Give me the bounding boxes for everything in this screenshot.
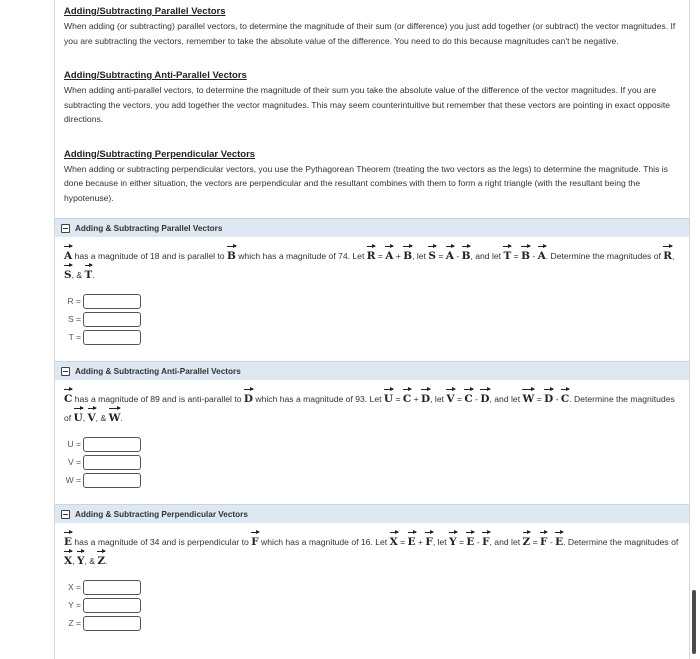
vector-a: A [385,245,393,264]
text: , and let [470,251,502,261]
answer-input-u[interactable] [83,437,141,452]
vector-c: C [403,388,411,407]
text: has a magnitude of 89 and is anti-parallel to [74,394,242,404]
problem-text [64,388,681,426]
text: = [532,537,538,547]
text: = [458,537,464,547]
text: , [95,413,99,423]
vector-r: R [367,245,376,264]
vector-f: F [425,531,432,550]
vector-a: A [538,245,546,264]
answer-row-t [64,329,681,345]
vector-e: E [408,531,416,550]
intro-block-antiparallel [64,70,681,127]
vector-e: E [466,531,474,550]
text: & [100,413,107,423]
vector-e: E [64,531,72,550]
vector-y: Y [449,531,457,550]
answer-label: R = [67,296,81,306]
text: . Determine the magnitudes of [563,537,679,547]
intro-title: Adding/Subtracting Parallel Vectors [64,6,226,17]
intro-text: When adding anti-parallel vectors, to determine the magnitude of their sum you take the absolute value of the difference of the vector magnitudes. If you are subtracting the vectors, you add together the vector magnitudes. This may seem counterintuitive but remember that these vectors are pointing in exact opposite directions. [64,85,671,124]
section-perpendicular [55,504,689,631]
text: = [395,394,401,404]
answer-row-u [64,436,681,452]
text: = [438,251,444,261]
answer-input-s[interactable] [83,312,141,327]
vector-z: Z [523,531,531,550]
problem-perpendicular [55,523,689,631]
problem-antiparallel [55,380,689,504]
answer-label: W = [65,475,81,485]
answer-input-r[interactable] [83,294,141,309]
problem-text [64,245,681,283]
answer-group [64,579,681,631]
vector-t: T [85,264,93,283]
text: = [400,537,406,547]
answer-input-y[interactable] [83,598,141,613]
content-frame [54,0,690,659]
answer-label: Z = [68,618,81,628]
text: , [71,270,74,280]
text: , let [430,394,445,404]
vector-y: Y [77,550,85,569]
text: - [555,394,559,404]
intro-text: When adding (or subtracting) parallel vectors, to determine the magnitude of their sum (or difference) you just add together (or subtract) the vector magnitudes. If you are subtracting the vectors, remember to take the absolute value of the difference. You need to do this because magnitudes can't be negative. [64,21,676,46]
intro-block-perpendicular [64,149,681,206]
text: = [536,394,542,404]
section-parallel [55,218,689,361]
vector-f: F [482,531,489,550]
answer-group [64,436,681,488]
text: - [456,251,460,261]
vector-w: W [109,407,121,426]
text: + [413,394,419,404]
answer-row-r [64,293,681,309]
answer-row-x [64,579,681,595]
vector-x: X [64,550,72,569]
text: - [532,251,536,261]
vector-d: D [544,388,553,407]
text: , let [412,251,426,261]
text: which has a magnitude of 93. Let [255,394,382,404]
answer-row-z [64,615,681,631]
vector-b: B [521,245,530,264]
problem-parallel [55,237,689,361]
text: , and let [489,394,521,404]
answer-input-w[interactable] [83,473,141,488]
text: , [72,556,75,566]
section-title: Adding & Subtracting Anti-Parallel Vectors [75,366,241,376]
text: = [377,251,383,261]
answer-input-x[interactable] [83,580,141,595]
answer-label: S = [68,314,81,324]
vector-f: F [251,531,258,550]
text: , let [432,537,447,547]
text: & [89,556,95,566]
vector-d: D [421,388,430,407]
section-title: Adding & Subtracting Parallel Vectors [75,223,223,233]
section-header-antiparallel[interactable] [55,361,689,380]
text: & [76,270,83,280]
text: has a magnitude of 34 and is perpendicular to [74,537,249,547]
answer-row-v [64,454,681,470]
answer-label: X = [68,582,81,592]
scrollbar-thumb[interactable] [692,590,696,654]
text: - [475,394,478,404]
vector-x: X [390,531,398,550]
answer-group [64,293,681,345]
intro-title: Adding/Subtracting Perpendicular Vectors [64,148,256,160]
vector-f: F [540,531,547,550]
vector-r: R [663,245,672,264]
vector-d: D [244,388,253,407]
problem-text [64,531,681,569]
intro-block-parallel [64,6,681,48]
vector-s: S [64,264,72,283]
answer-label: Y = [68,600,81,610]
vector-c: C [561,388,569,407]
vector-b: B [462,245,471,264]
vector-u: U [384,388,393,407]
text: + [395,251,401,261]
vector-v: V [88,407,96,426]
collapse-icon[interactable] [61,510,70,519]
vector-a: A [446,245,454,264]
intro-text: When adding or subtracting perpendicular vectors, you use the Pythagorean Theorem (treating the two vectors as the legs) to determine the magnitude. This is done because in either situation, the vectors are perpendicular and the resultant combines with them to form a right triangle (with the resultant being the hypotenuse). [64,163,668,203]
text: = [456,394,462,404]
collapse-icon[interactable] [61,367,70,376]
vector-s: S [428,245,436,264]
text: , and let [489,537,521,547]
vector-t: T [503,245,511,264]
answer-row-w [64,472,681,488]
vector-a: A [64,245,72,264]
text: . Determine the magnitudes of [545,251,661,261]
text: which has a magnitude of 74. Let [238,251,365,261]
text: - [476,537,480,547]
vector-b: B [403,245,412,264]
text: = [513,251,519,261]
text: + [417,537,423,547]
vector-d: D [480,388,489,407]
text: , [82,413,86,423]
answer-input-v[interactable] [83,455,141,470]
text: has a magnitude of 18 and is parallel to [74,251,225,261]
vector-w: W [522,388,534,407]
vector-c: C [64,388,72,407]
intro-title: Adding/Subtracting Anti-Parallel Vectors [64,70,247,81]
vector-b: B [227,245,236,264]
section-antiparallel [55,361,689,504]
answer-row-s [64,311,681,327]
vector-v: V [446,388,454,407]
answer-row-y [64,597,681,613]
text: . [120,413,123,423]
answer-label: T = [68,332,81,342]
text: . Determine the magnitudes of [64,394,675,423]
vector-u: U [74,407,83,426]
text: which has a magnitude of 16. Let [261,537,388,547]
text: - [549,537,553,547]
vector-z: Z [97,550,105,569]
vector-e: E [555,531,563,550]
text: . [92,270,95,280]
section-title: Adding & Subtracting Perpendicular Vectors [75,509,248,519]
answer-input-t[interactable] [83,330,141,345]
section-header-perpendicular[interactable] [55,504,689,523]
collapse-icon[interactable] [61,224,70,233]
vector-c: C [464,388,472,407]
text: , [672,251,675,261]
intro-section [55,0,689,205]
section-header-parallel[interactable] [55,218,689,237]
answer-label: U = [67,439,81,449]
answer-input-z[interactable] [83,616,141,631]
text: , [84,556,87,566]
text: . [105,556,108,566]
answer-label: V = [68,457,81,467]
